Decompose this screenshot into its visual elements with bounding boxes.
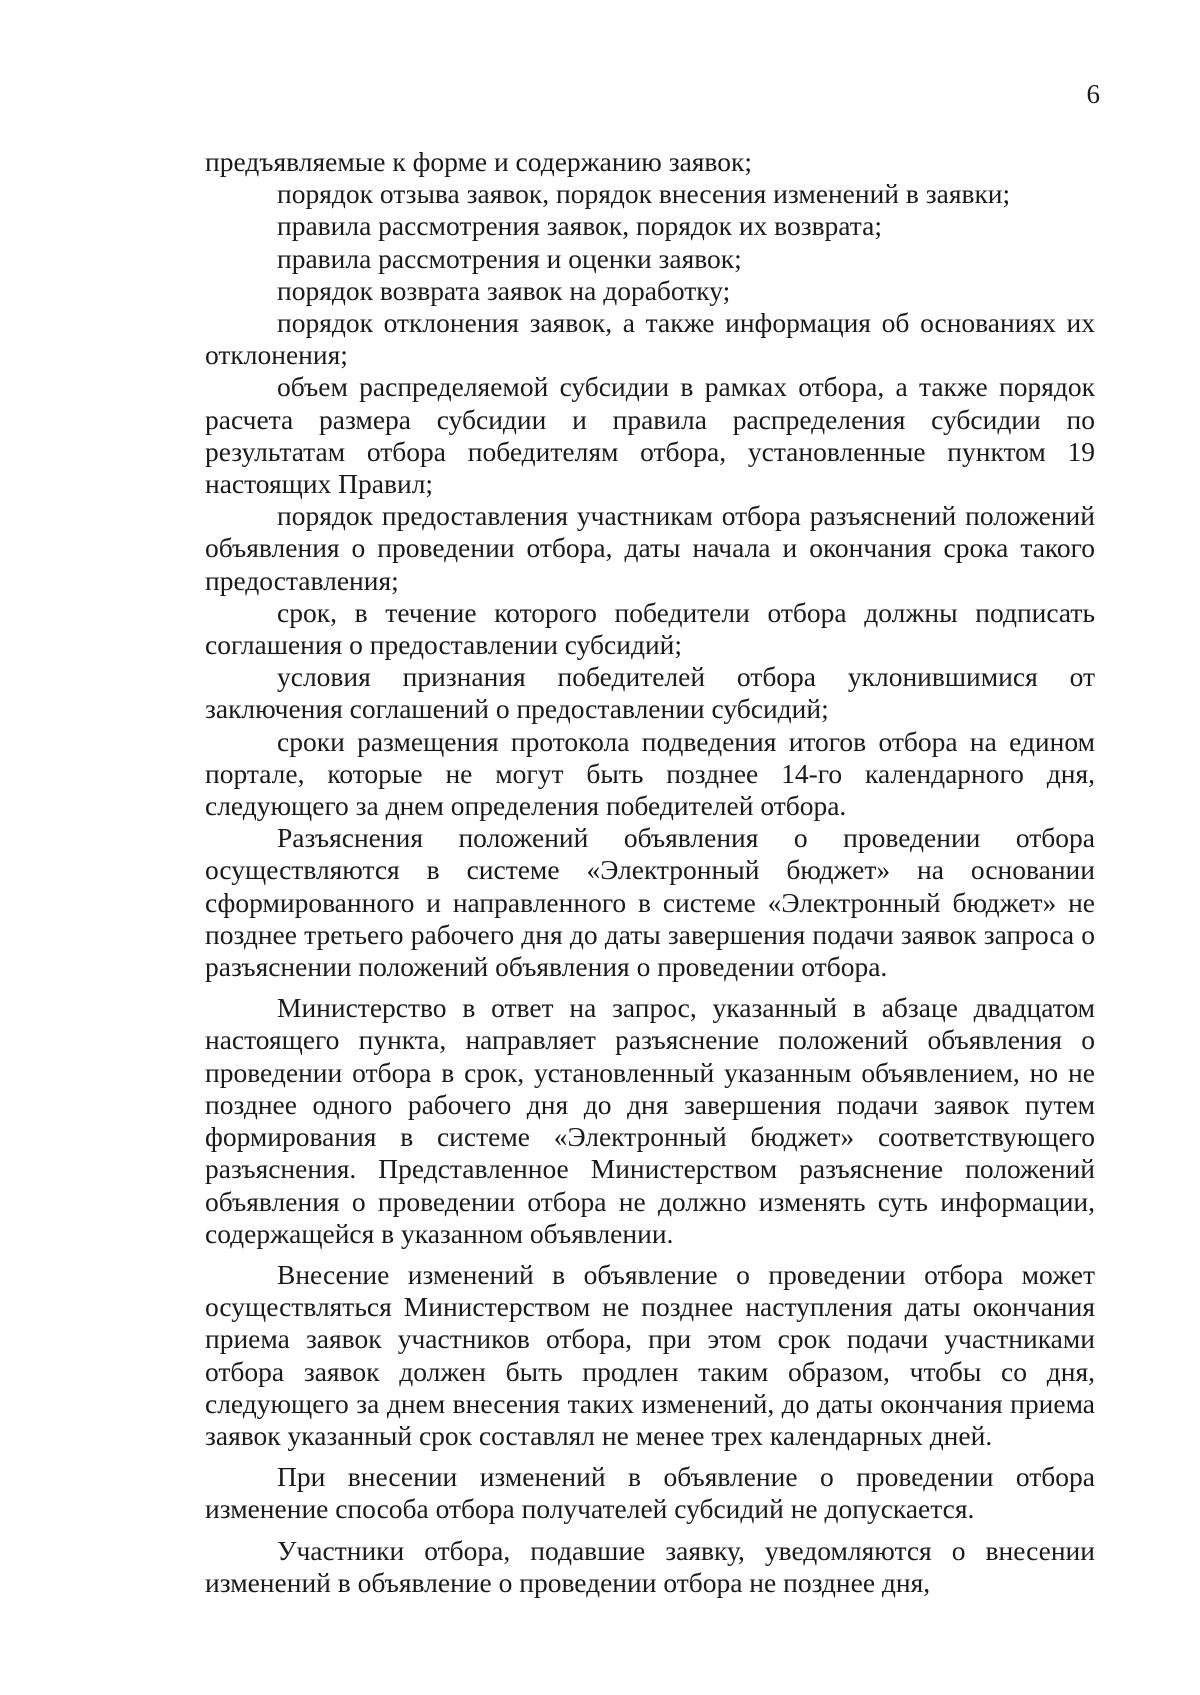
paragraph: порядок возврата заявок на доработку; — [277, 274, 731, 306]
paragraph: предъявляемые к форме и содержанию заявок; — [205, 146, 752, 177]
paragraph: Внесение изменений в объявление о проведении отбора может осуществляться Министерством не позднее наступления даты окончания приема заявок участников отбора, при этом срок подачи участниками отбора заявок должен быть продлен таким образом, чтобы со дня, следующего за днем внесения таких изменений, до даты окончания приема заявок указанный срок составлял не менее трех календарных дней. — [205, 1258, 1095, 1451]
paragraph: порядок отзыва заявок, порядок внесения изменений в заявки; — [277, 178, 1011, 210]
paragraph: правила рассмотрения заявок, порядок их возврата; — [277, 210, 882, 242]
document-body — [205, 146, 1095, 1599]
paragraph: срок, в течение которого победители отбора должны подписать соглашения о предоставлении субсидий; — [205, 596, 1095, 661]
paragraph: Разъяснения положений объявления о проведении отбора осуществляются в системе «Электронный бюджет» на основании сформированного и направленного в системе «Электронный бюджет» не позднее третьего рабочего дня до даты завершения подачи заявок запроса о разъяснении положений объявления о проведении отбора. — [205, 822, 1095, 983]
paragraph: условия признания победителей отбора уклонившимися от заключения соглашений о предоставлении субсидий; — [205, 661, 1095, 725]
paragraph: объем распределяемой субсидии в рамках отбора, а также порядок расчета размера субсидии и правила распределения субсидии по результатам отбора победителям отбора, установленные пунктом 19 настоящих Правил; — [205, 371, 1095, 500]
paragraph: При внесении изменений в объявление о проведении отбора изменение способа отбора получателей субсидий не допускается. — [205, 1461, 1095, 1525]
paragraph: порядок предоставления участникам отбора разъяснений положений объявления о проведении отбора, даты начала и окончания срока такого предоставления; — [205, 500, 1095, 596]
paragraph: порядок отклонения заявок, а также информация об основаниях их отклонения; — [205, 307, 1095, 371]
paragraph: правила рассмотрения и оценки заявок; — [277, 242, 742, 274]
paragraph: сроки размещения протокола подведения итогов отбора на едином портале, которые не могут быть позднее 14-го календарного дня, следующего за днем определения победителей отбора. — [205, 725, 1095, 822]
paragraph: Участники отбора, подавшие заявку, уведомляются о внесении изменений в объявление о проведении отбора не позднее дня, — [205, 1534, 1095, 1598]
page-number: 6 — [1086, 79, 1100, 109]
paragraph: Министерство в ответ на запрос, указанный в абзаце двадцатом настоящего пункта, направляет разъяснение положений объявления о проведении отбора в срок, установленный указанным объявлением, но не позднее одного рабочего дня до дня завершения подачи заявок путем формирования в системе «Электронный бюджет» соответствующего разъяснения. Представленное Министерством разъяснение положений объявления о проведении отбора не должно изменять суть информации, содержащейся в указанном объявлении. — [205, 992, 1095, 1249]
